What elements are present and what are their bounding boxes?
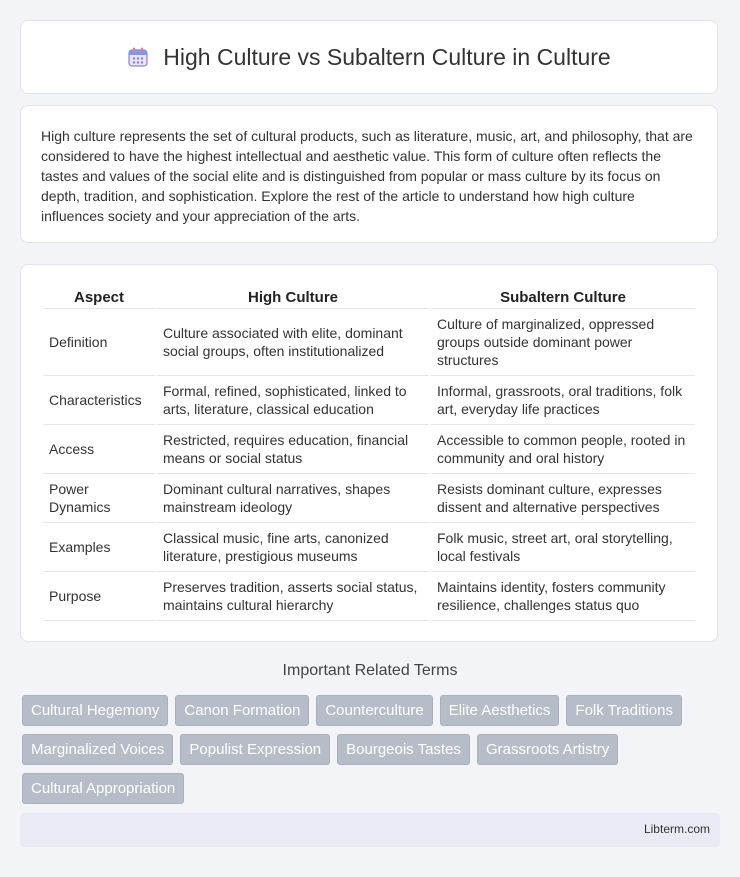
table-header-row (43, 285, 695, 309)
table-cell: Characteristics (43, 376, 155, 425)
table-cell: Purpose (43, 572, 155, 621)
intro-card (20, 105, 718, 243)
table-cell: Definition (43, 309, 155, 376)
table-row (43, 376, 695, 425)
table-row (43, 474, 695, 523)
table-cell: Restricted, requires education, financial means or social status (157, 425, 429, 474)
table-cell: Classical music, fine arts, canonized literature, prestigious museums (157, 523, 429, 572)
comparison-table (41, 285, 697, 621)
table-row (43, 309, 695, 376)
table-cell: Access (43, 425, 155, 474)
table-row (43, 425, 695, 474)
table-cell: Folk music, street art, oral storytelling, local festivals (431, 523, 695, 572)
related-term-tag[interactable]: Populist Expression (180, 734, 330, 765)
table-cell: Formal, refined, sophisticated, linked to arts, literature, classical education (157, 376, 429, 425)
related-term-tag[interactable]: Cultural Appropriation (22, 773, 184, 804)
related-term-tag[interactable]: Grassroots Artistry (477, 734, 618, 765)
related-terms-title: Important Related Terms (282, 662, 458, 679)
table-cell: Maintains identity, fosters community resilience, challenges status quo (431, 572, 695, 621)
column-header: Subaltern Culture (431, 285, 695, 309)
header-card (20, 20, 718, 94)
table-cell: Dominant cultural narratives, shapes mainstream ideology (157, 474, 429, 523)
table-cell: Power Dynamics (43, 474, 155, 523)
related-term-tag[interactable]: Bourgeois Tastes (337, 734, 470, 765)
column-header: High Culture (157, 285, 429, 309)
table-cell: Examples (43, 523, 155, 572)
table-cell: Accessible to common people, rooted in community and oral history (431, 425, 695, 474)
column-header: Aspect (43, 285, 155, 309)
related-term-tag[interactable]: Elite Aesthetics (440, 695, 560, 726)
related-term-tag[interactable]: Marginalized Voices (22, 734, 173, 765)
related-terms-list (22, 695, 722, 804)
related-term-tag[interactable]: Cultural Hegemony (22, 695, 168, 726)
table-cell: Resists dominant culture, expresses dissent and alternative perspectives (431, 474, 695, 523)
comparison-card (20, 264, 718, 642)
footer-brand-link[interactable]: Libterm.com (643, 822, 710, 836)
intro-text: High culture represents the set of cultural products, such as literature, music, art, and philosophy, that are considered to have the highest intellectual and aesthetic value. This form of culture often reflects the tastes and values of the social elite and is distinguished from popular or mass culture by its focus on depth, tradition, and sophistication. Explore the rest of the article to understand how high culture influences society and your appreciation of the arts. (41, 128, 693, 224)
table-cell: Preserves tradition, asserts social status, maintains cultural hierarchy (157, 572, 429, 621)
related-term-tag[interactable]: Counterculture (316, 695, 432, 726)
related-term-tag[interactable]: Canon Formation (175, 695, 309, 726)
related-term-tag[interactable]: Folk Traditions (566, 695, 682, 726)
page-title: High Culture vs Subaltern Culture in Culture (163, 43, 611, 70)
table-cell: Culture of marginalized, oppressed groups outside dominant power structures (431, 309, 695, 376)
table-row (43, 523, 695, 572)
calendar-icon (127, 46, 149, 68)
table-cell: Culture associated with elite, dominant social groups, often institutionalized (157, 309, 429, 376)
footer (20, 813, 720, 847)
table-cell: Informal, grassroots, oral traditions, folk art, everyday life practices (431, 376, 695, 425)
table-row (43, 572, 695, 621)
